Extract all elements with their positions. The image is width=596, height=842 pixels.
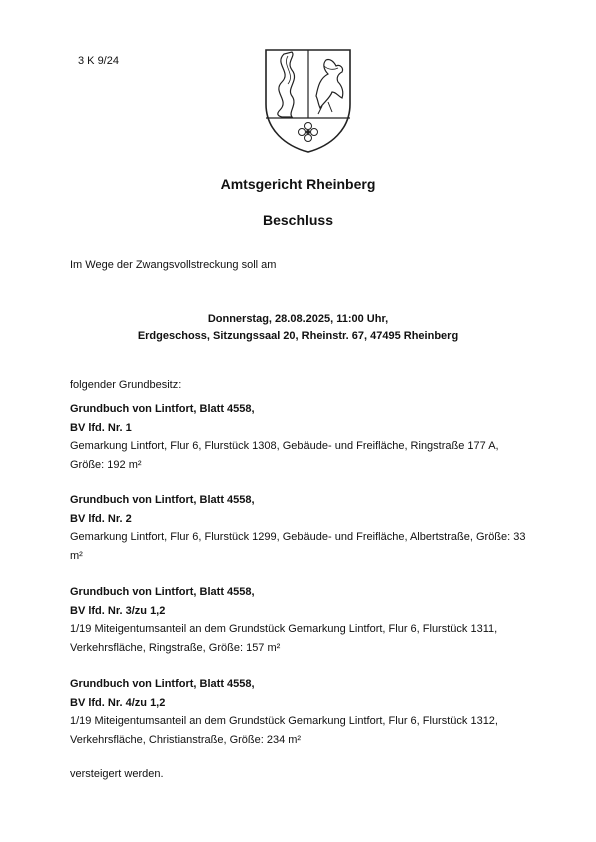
auction-location: Erdgeschoss, Sitzungssaal 20, Rheinstr. 67, 47495 Rheinberg	[137, 330, 459, 342]
auction-date: Donnerstag, 28.08.2025, 11:00 Uhr,	[207, 313, 389, 325]
property-lead: folgender Grundbesitz:	[70, 379, 182, 391]
property-item	[70, 400, 530, 474]
register-entry: BV lfd. Nr. 1	[70, 421, 132, 434]
land-register: Grundbuch von Lintfort, Blatt 4558,	[70, 403, 255, 415]
property-item	[70, 675, 530, 749]
closing-text: versteigert werden.	[70, 768, 164, 780]
case-number: 3 K 9/24	[78, 55, 119, 67]
register-entry: BV lfd. Nr. 4/zu 1,2	[70, 696, 166, 709]
register-entry: BV lfd. Nr. 3/zu 1,2	[70, 604, 166, 617]
property-description: 1/19 Miteigentumsanteil an dem Grundstück Gemarkung Lintfort, Flur 6, Flurstück 1311, Verkehrsfläche, Ringstraße, Größe: 157 m²	[70, 623, 498, 654]
property-item	[70, 491, 530, 565]
register-entry: BV lfd. Nr. 2	[70, 512, 132, 525]
property-item	[70, 583, 530, 657]
coat-of-arms-icon	[262, 46, 354, 154]
intro-text: Im Wege der Zwangsvollstreckung soll am	[70, 259, 277, 271]
property-description: 1/19 Miteigentumsanteil an dem Grundstück Gemarkung Lintfort, Flur 6, Flurstück 1312, Verkehrsfläche, Christianstraße, Größe: 234 m²	[70, 715, 498, 746]
land-register: Grundbuch von Lintfort, Blatt 4558,	[70, 494, 255, 506]
property-description: Gemarkung Lintfort, Flur 6, Flurstück 1308, Gebäude- und Freifläche, Ringstraße 177 A, Größe: 192 m²	[70, 440, 499, 471]
land-register: Grundbuch von Lintfort, Blatt 4558,	[70, 678, 255, 690]
document-title: Beschluss	[262, 212, 334, 228]
property-description: Gemarkung Lintfort, Flur 6, Flurstück 1299, Gebäude- und Freifläche, Albertstraße, Größe: 33 m²	[70, 531, 526, 562]
land-register: Grundbuch von Lintfort, Blatt 4558,	[70, 586, 255, 598]
court-name: Amtsgericht Rheinberg	[220, 176, 376, 192]
